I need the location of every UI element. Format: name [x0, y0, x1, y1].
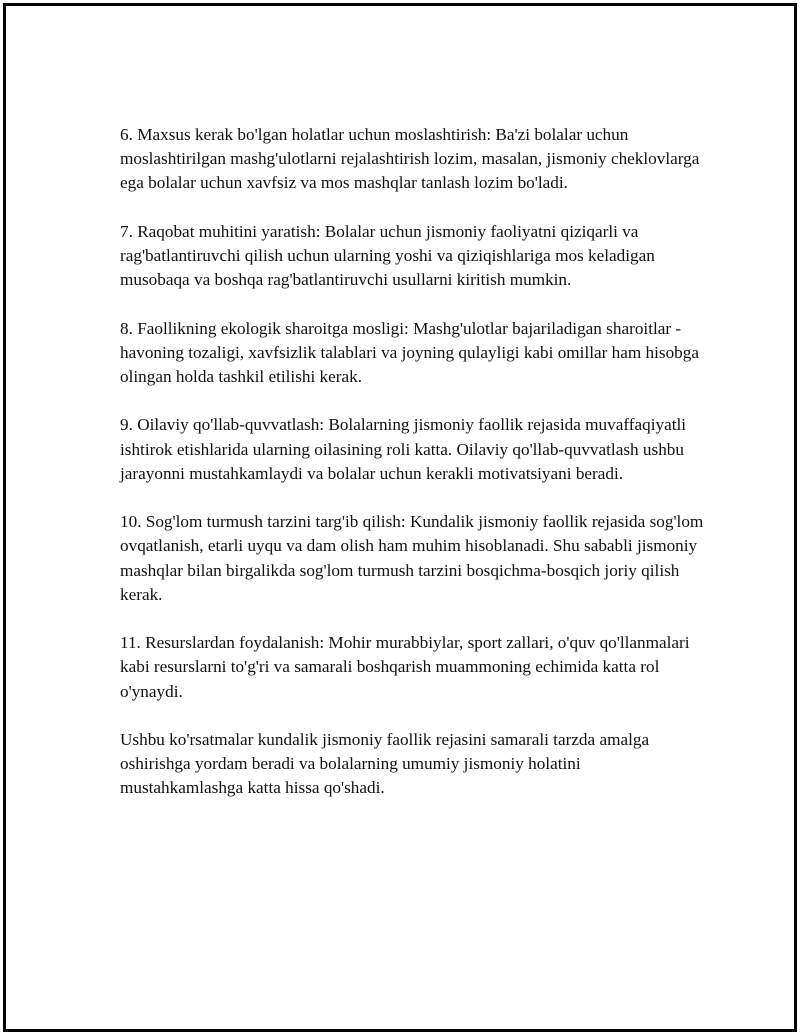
page-frame [3, 3, 797, 1032]
document-body [120, 123, 705, 825]
paragraph-7: 7. Raqobat muhitini yaratish: Bolalar uchun jismoniy faoliyatni qiziqarli va rag'batlantiruvchi qilish uchun ularning yoshi va qiziqishlariga mos keladigan musobaqa va boshqa rag'batlantiruvchi usullarni kiritish mumkin. [120, 221, 655, 290]
paragraph-10: 10. Sog'lom turmush tarzini targ'ib qilish: Kundalik jismoniy faollik rejasida sog'lom ovqatlanish, etarli uyqu va dam olish ham muhim hisoblanadi. Shu sababli jismoniy mashqlar bilan birgalikda sog'lom turmush tarzini bosqichma-bosqich joriy qilish kerak. [120, 512, 704, 604]
paragraph-11: 11. Resurslardan foydalanish: Mohir murabbiylar, sport zallari, o'quv qo'llanmalari kabi resurslarni to'g'ri va samarali boshqarish muammoning echimida katta rol o'ynaydi. [120, 633, 690, 701]
paragraph-9: 9. Oilaviy qo'llab-quvvatlash: Bolalarning jismoniy faollik rejasida muvaffaqiyatli ishtirok etishlarida ularning oilasining roli katta. Oilaviy qo'llab-quvvatlash ushbu jarayonni mustahkamlaydi va bolalar uchun kerakli motivatsiyani beradi. [120, 415, 687, 483]
paragraph-conclusion: Ushbu ko'rsatmalar kundalik jismoniy faollik rejasini samarali tarzda amalga oshirishga yordam beradi va bolalarning umumiy jismoniy holatini mustahkamlashga katta hissa qo'shadi. [120, 729, 650, 798]
paragraph-8: 8. Faollikning ekologik sharoitga mosligi: Mashg'ulotlar bajariladigan sharoitlar - havoning tozaligi, xavfsizlik talablari va joyning qulayligi kabi omillar ham hisobga olingan holda tashkil etilishi kerak. [120, 318, 699, 386]
paragraph-6: 6. Maxsus kerak bo'lgan holatlar uchun moslashtirish: Ba'zi bolalar uchun moslashtirilgan mashg'ulotlarni rejalashtirish lozim, masalan, jismoniy cheklovlarga ega bolalar uchun xavfsiz va mos mashqlar tanlash lozim bo'ladi. [120, 125, 700, 193]
